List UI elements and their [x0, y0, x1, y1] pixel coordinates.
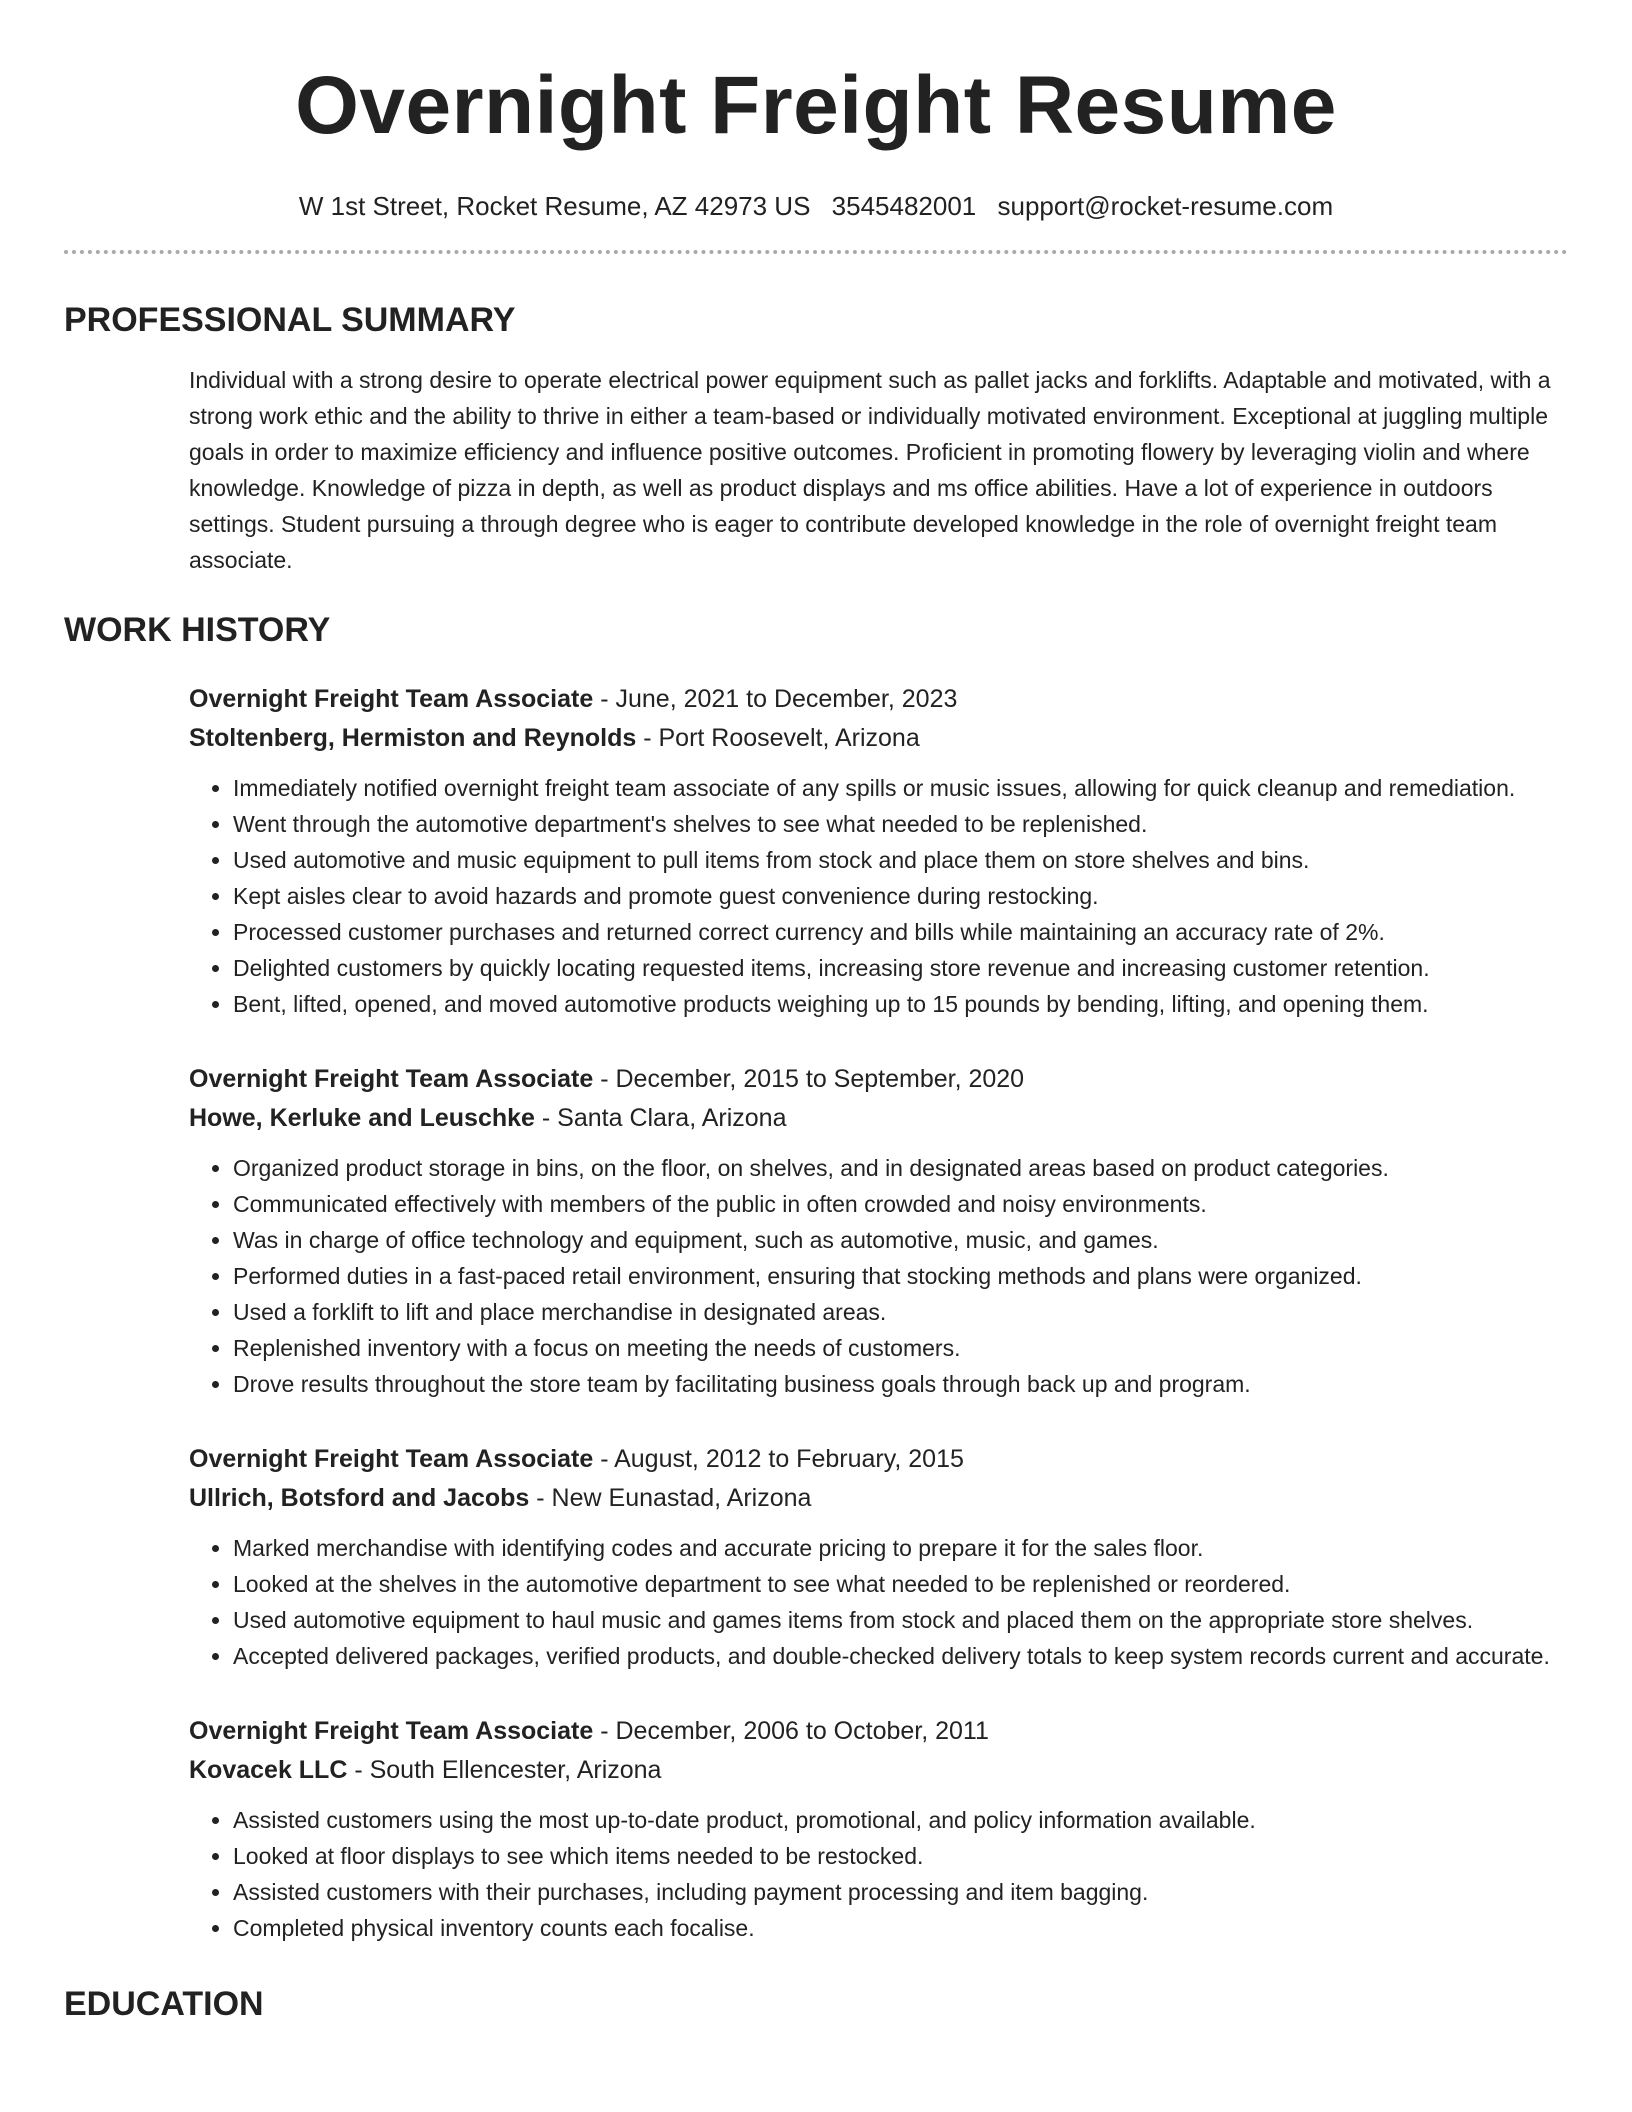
job-role: Overnight Freight Team Associate — [189, 1445, 594, 1473]
contact-phone: 3545482001 — [831, 191, 977, 221]
job-entry — [189, 1712, 1569, 1946]
education-section — [64, 1980, 1568, 2028]
job-role: Overnight Freight Team Associate — [189, 1065, 594, 1093]
job-dates: - December, 2015 to September, 2020 — [593, 1065, 1025, 1093]
list-item: • Processed customer purchases and returned correct currency and bills while maintaining an accuracy rate of 2%. — [233, 914, 1569, 950]
list-item: • Used automotive and music equipment to pull items from stock and place them on store shelves and bins. — [233, 842, 1569, 878]
job-entry — [189, 1060, 1569, 1402]
list-item: • Replenished inventory with a focus on meeting the needs of customers. — [233, 1330, 1569, 1366]
resume-header — [0, 0, 1632, 222]
work-history-section — [64, 606, 1568, 1946]
list-item: • Communicated effectively with members of the public in often crowded and noisy environments. — [233, 1186, 1569, 1222]
job-company: Ullrich, Botsford and Jacobs — [189, 1484, 530, 1512]
job-entry — [189, 680, 1569, 1022]
list-item: • Went through the automotive department's shelves to see what needed to be replenished. — [233, 806, 1569, 842]
job-bullets — [189, 770, 1569, 1022]
job-location: - New Eunastad, Arizona — [529, 1484, 812, 1512]
list-item: • Marked merchandise with identifying codes and accurate pricing to prepare it for the sales floor. — [233, 1530, 1569, 1566]
list-item: • Assisted customers with their purchases, including payment processing and item bagging. — [233, 1874, 1569, 1910]
job-title-line — [189, 680, 1569, 719]
resume-content — [64, 296, 1568, 2028]
job-bullets — [189, 1802, 1569, 1946]
job-location: - Port Roosevelt, Arizona — [636, 724, 920, 752]
contact-line — [0, 190, 1632, 222]
job-bullets — [189, 1150, 1569, 1402]
job-dates: - December, 2006 to October, 2011 — [593, 1717, 989, 1745]
list-item: • Assisted customers using the most up-to-date product, promotional, and policy information available. — [233, 1802, 1569, 1838]
job-location: - South Ellencester, Arizona — [347, 1756, 662, 1784]
section-title-work: WORK HISTORY — [64, 611, 331, 649]
job-company-line — [189, 1479, 1569, 1518]
section-title-summary: PROFESSIONAL SUMMARY — [64, 301, 516, 339]
list-item: • Organized product storage in bins, on the floor, on shelves, and in designated areas based on product categories. — [233, 1150, 1569, 1186]
work-body — [189, 680, 1569, 1946]
list-item: • Bent, lifted, opened, and moved automotive products weighing up to 15 pounds by bending, lifting, and opening them. — [233, 986, 1569, 1022]
list-item: • Completed physical inventory counts each focalise. — [233, 1910, 1569, 1946]
job-company: Stoltenberg, Hermiston and Reynolds — [189, 724, 637, 752]
job-company-line — [189, 719, 1569, 758]
summary-text: Individual with a strong desire to operate electrical power equipment such as pallet jacks and forklifts. Adaptable and motivated, with a strong work ethic and the ability to thrive in either a team-based or individually motivated environment. Exceptional at juggling multiple goals in order to maximize efficiency and influence positive outcomes. Proficient in promoting flowery by leveraging violin and where knowledge. Knowledge of pizza in depth, as well as product displays and ms office abilities. Have a lot of experience in outdoors settings. Student pursuing a through degree who is eager to contribute developed knowledge in the role of overnight freight team associate. — [189, 367, 1551, 573]
job-role: Overnight Freight Team Associate — [189, 685, 594, 713]
list-item: • Looked at floor displays to see which items needed to be restocked. — [233, 1838, 1569, 1874]
job-entry — [189, 1440, 1569, 1674]
job-dates: - June, 2021 to December, 2023 — [593, 685, 958, 713]
list-item: • Delighted customers by quickly locating requested items, increasing store revenue and increasing customer retention. — [233, 950, 1569, 986]
job-role: Overnight Freight Team Associate — [189, 1717, 594, 1745]
job-bullets — [189, 1530, 1569, 1674]
list-item: • Was in charge of office technology and equipment, such as automotive, music, and games. — [233, 1222, 1569, 1258]
job-company: Kovacek LLC — [189, 1756, 348, 1784]
resume-title: Overnight Freight Resume — [295, 60, 1337, 151]
job-company-line — [189, 1751, 1569, 1790]
list-item: • Used a forklift to lift and place merchandise in designated areas. — [233, 1294, 1569, 1330]
job-company: Howe, Kerluke and Leuschke — [189, 1104, 535, 1132]
list-item: • Looked at the shelves in the automotive department to see what needed to be replenished or reordered. — [233, 1566, 1569, 1602]
section-title-education: EDUCATION — [64, 1985, 264, 2023]
list-item: • Drove results throughout the store team by facilitating business goals through back up and program. — [233, 1366, 1569, 1402]
list-item: • Kept aisles clear to avoid hazards and promote guest convenience during restocking. — [233, 878, 1569, 914]
contact-email: support@rocket-resume.com — [997, 191, 1334, 221]
summary-body — [189, 362, 1569, 578]
job-title-line — [189, 1060, 1569, 1099]
professional-summary-section — [64, 296, 1568, 578]
list-item: • Accepted delivered packages, verified products, and double-checked delivery totals to keep system records current and accurate. — [233, 1638, 1569, 1674]
list-item: • Performed duties in a fast-paced retail environment, ensuring that stocking methods and plans were organized. — [233, 1258, 1569, 1294]
job-title-line — [189, 1712, 1569, 1751]
job-location: - Santa Clara, Arizona — [534, 1104, 787, 1132]
job-company-line — [189, 1099, 1569, 1138]
header-divider — [64, 250, 1568, 254]
job-dates: - August, 2012 to February, 2015 — [593, 1445, 964, 1473]
job-title-line — [189, 1440, 1569, 1479]
list-item: • Used automotive equipment to haul music and games items from stock and placed them on the appropriate store shelves. — [233, 1602, 1569, 1638]
contact-address: W 1st Street, Rocket Resume, AZ 42973 US — [298, 191, 811, 221]
list-item: • Immediately notified overnight freight team associate of any spills or music issues, allowing for quick cleanup and remediation. — [233, 770, 1569, 806]
